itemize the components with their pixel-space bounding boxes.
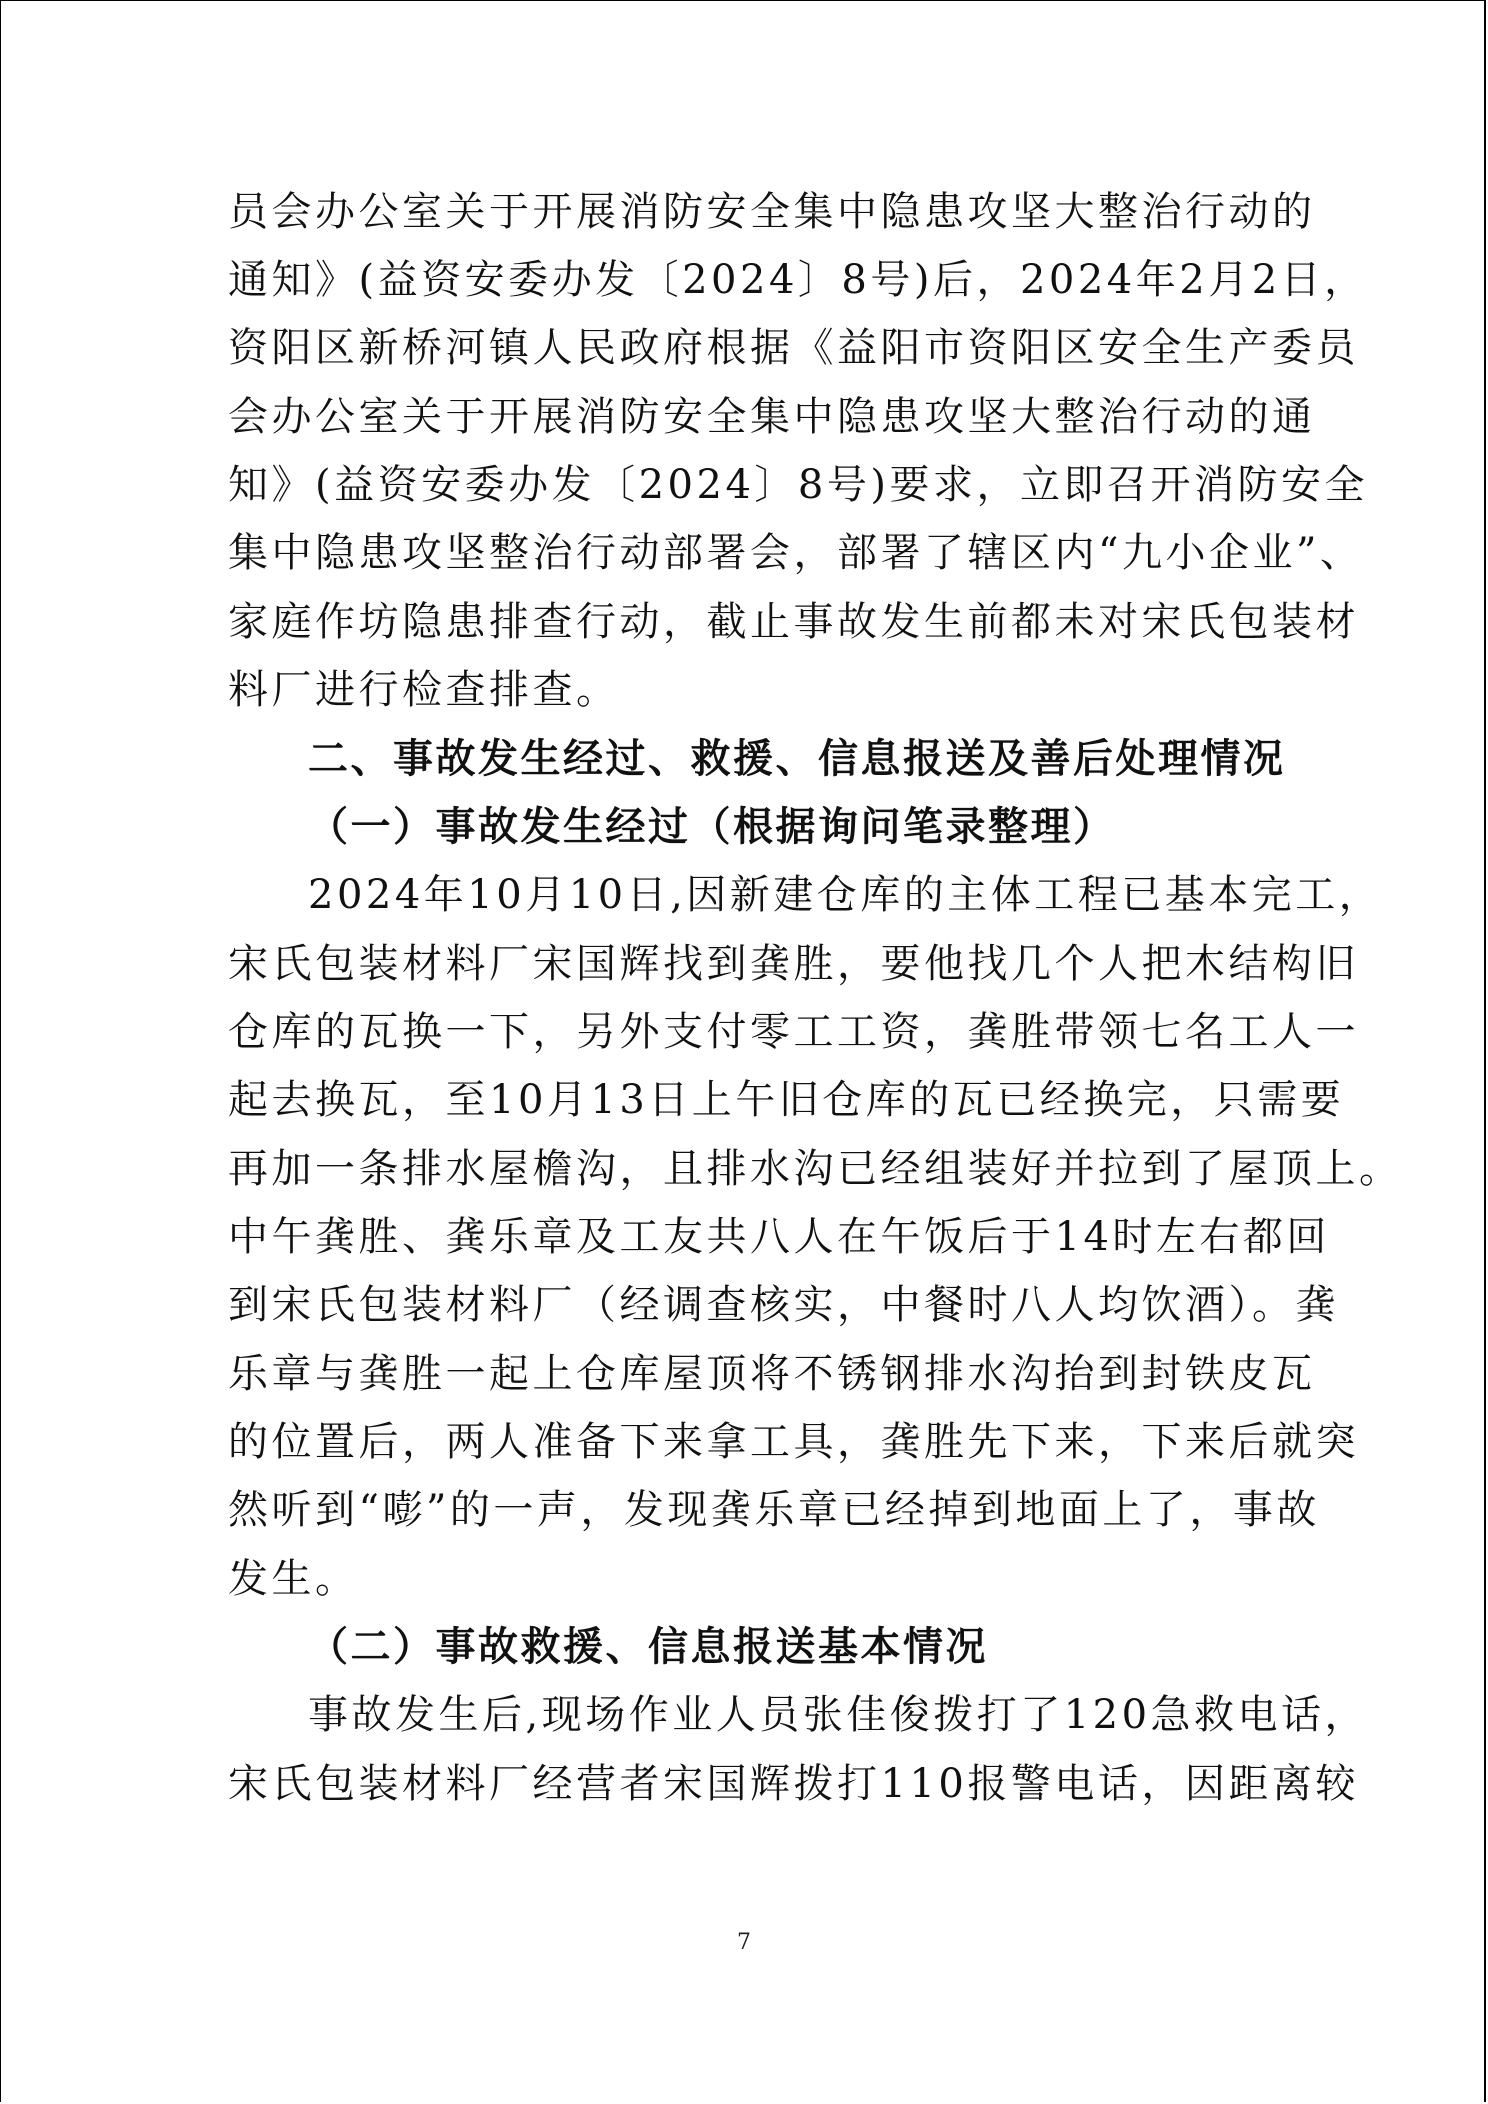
body-line: 再加一条排水屋檐沟，且排水沟已经组装好并拉到了屋顶上。 bbox=[228, 1146, 1403, 1192]
body-line: 会办公室关于开展消防安全集中隐患攻坚大整治行动的通 bbox=[228, 394, 1316, 440]
body-line: 然听到“嘭”的一声，发现龚乐章已经掉到地面上了，事故 bbox=[228, 1487, 1320, 1533]
body-line: 集中隐患攻坚整治行动部署会，部署了辖区内“九小企业”、 bbox=[228, 530, 1364, 576]
body-line: 乐章与龚胜一起上仓库屋顶将不锈钢排水沟抬到封铁皮瓦 bbox=[228, 1351, 1316, 1397]
page-number: 7 bbox=[737, 1930, 751, 1955]
body-line: 发生。 bbox=[228, 1556, 359, 1602]
body-line: 资阳区新桥河镇人民政府根据《益阳市资阳区安全生产委员 bbox=[228, 325, 1359, 371]
body-line: 员会办公室关于开展消防安全集中隐患攻坚大整治行动的 bbox=[228, 189, 1316, 235]
body-line: 的位置后，两人准备下来拿工具，龚胜先下来，下来后就突 bbox=[228, 1419, 1359, 1465]
body-line: 宋氏包装材料厂宋国辉找到龚胜，要他找几个人把木结构旧 bbox=[228, 941, 1359, 987]
body-line: 到宋氏包装材料厂（经调查核实，中餐时八人均饮酒）。龚 bbox=[228, 1282, 1339, 1328]
body-line: 通知》(益资安委办发〔2024〕8号)后，2024年2月2日， bbox=[228, 257, 1368, 303]
body-line: 料厂进行检查排查。 bbox=[228, 667, 620, 713]
body-line: 仓库的瓦换一下，另外支付零工工资，龚胜带领七名工人一 bbox=[228, 1009, 1359, 1055]
body-line: 事故发生后,现场作业人员张佳俊拨打了120急救电话， bbox=[308, 1692, 1369, 1738]
subsection-heading: （一）事故发生经过（根据询问笔录整理） bbox=[308, 804, 1116, 850]
subsection-heading: （二）事故救援、信息报送基本情况 bbox=[308, 1624, 988, 1670]
body-line: 宋氏包装材料厂经营者宋国辉拨打110报警电话，因距离较 bbox=[228, 1761, 1359, 1807]
body-line: 家庭作坊隐患排查行动，截止事故发生前都未对宋氏包装材 bbox=[228, 599, 1359, 645]
section-heading: 二、事故发生经过、救援、信息报送及善后处理情况 bbox=[308, 736, 1286, 782]
body-line: 起去换瓦，至10月13日上午旧仓库的瓦已经换完，只需要 bbox=[228, 1077, 1345, 1123]
body-line: 中午龚胜、龚乐章及工友共八人在午饭后于14时左右都回 bbox=[228, 1214, 1330, 1260]
body-line: 2024年10月10日,因新建仓库的主体工程已基本完工， bbox=[308, 872, 1383, 918]
body-line: 知》(益资安委办发〔2024〕8号)要求，立即召开消防安全 bbox=[228, 462, 1368, 508]
